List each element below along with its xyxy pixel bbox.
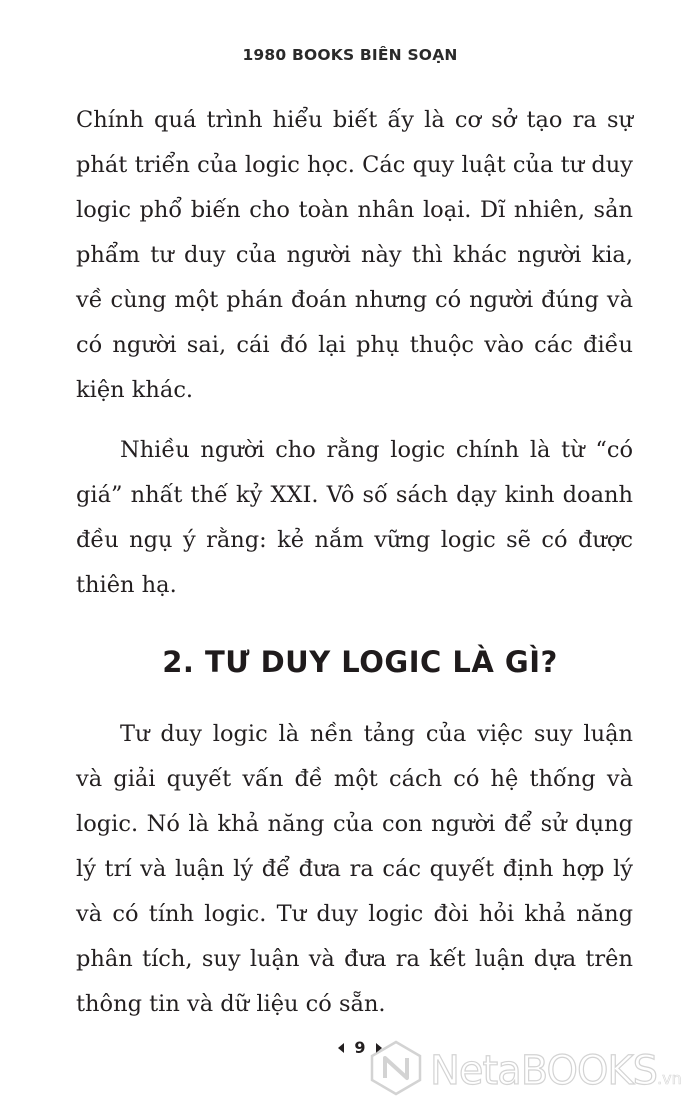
section-heading: 2. TƯ DUY LOGIC LÀ GÌ? <box>162 645 558 679</box>
triangle-left-icon <box>338 1043 344 1053</box>
netabooks-logo-icon <box>368 1040 424 1096</box>
watermark-name: NetaBOOKS <box>430 1048 658 1094</box>
running-head: 1980 BOOKS BIÊN SOẠN <box>242 46 458 64</box>
body-paragraph: Tư duy logic là nền tảng của việc suy luận và giải quyết vấn đề một cách có hệ thống và logic. Nó là khả năng của con người để sử dụng lý trí và luận lý để đưa ra các quyết định hợp lý và có tính logic. Tư duy logic đòi hỏi khả năng phân tích, suy luận và đưa ra kết luận dựa trên thông tin và dữ liệu có sẵn. <box>76 721 633 1017</box>
watermark <box>368 1034 698 1104</box>
body-paragraph: Nhiều người cho rằng logic chính là từ “có giá” nhất thế kỷ XXI. Vô số sách dạy kinh doanh đều ngụ ý rằng: kẻ nắm vững logic sẽ có được thiên hạ. <box>76 437 633 598</box>
page-number-label: 9 <box>354 1038 366 1057</box>
watermark-text <box>430 1048 682 1094</box>
watermark-suffix: .vn <box>657 1069 682 1088</box>
body-paragraph: Chính quá trình hiểu biết ấy là cơ sở tạo ra sự phát triển của logic học. Các quy luật của tư duy logic phổ biến cho toàn nhân loại. Dĩ nhiên, sản phẩm tư duy của người này thì khác người kia, về cùng một phán đoán nhưng có người đúng và có người sai, cái đó lại phụ thuộc vào các điều kiện khác. <box>76 107 633 403</box>
